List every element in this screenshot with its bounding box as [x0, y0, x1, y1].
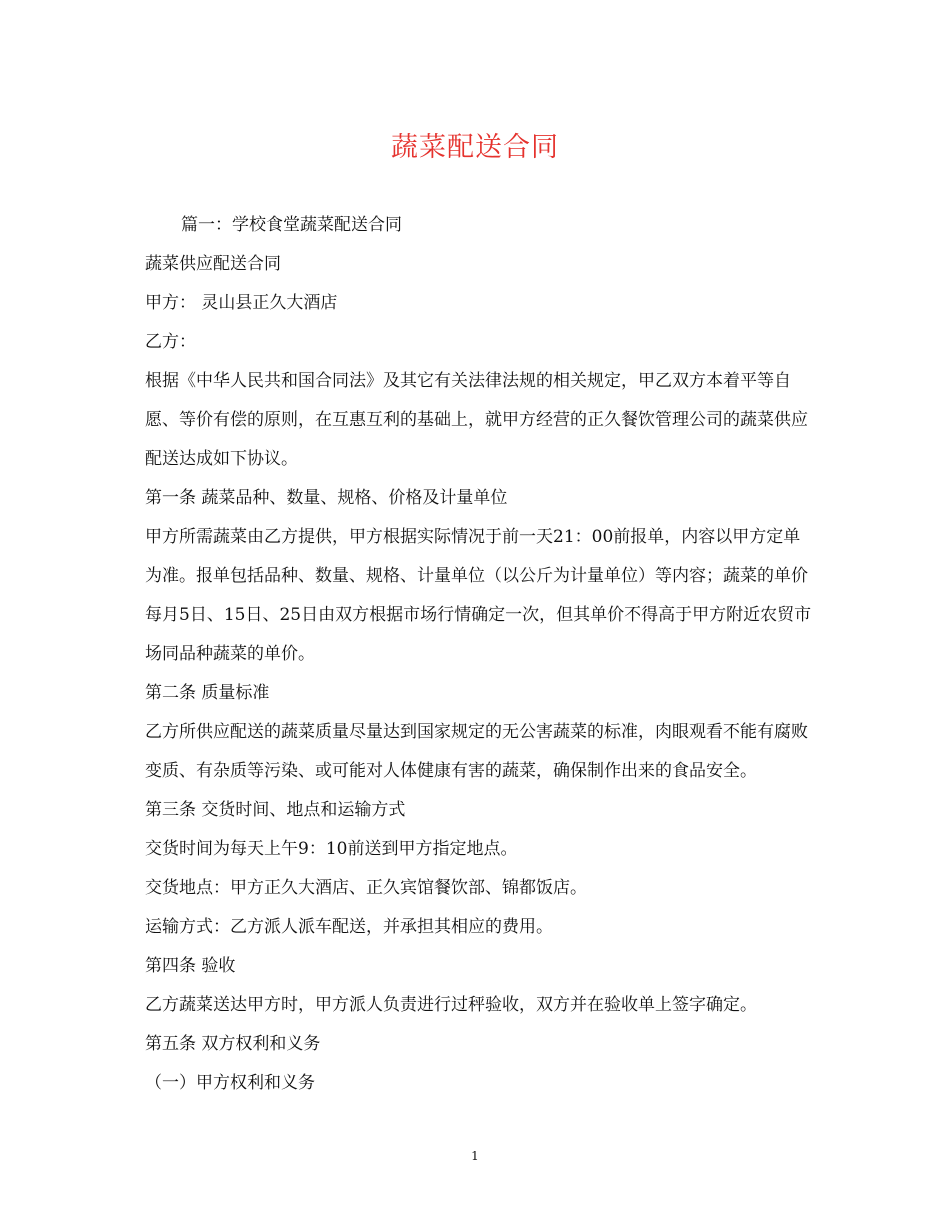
party-a-line: 甲方： 灵山县正久大酒店: [145, 293, 338, 313]
delivery-time-line: 交货时间为每天上午9：10前送到甲方指定地点。: [145, 839, 518, 859]
page-number: 1: [471, 1149, 479, 1163]
article-2-heading: 第二条 质量标准: [145, 683, 270, 703]
article-3-heading: 第三条 交货时间、地点和运输方式: [145, 800, 406, 820]
article-1-paragraph: 甲方所需蔬菜由乙方提供，甲方根据实际情况于前一天21：00前报单，内容以甲方定单为准。报单包括品种、数量、规格、计量单位（以公斤为计量单位）等内容；蔬菜的单价每月5日、15日、25日由双方根据市场行情确定一次，但其单价不得高于甲方附近农贸市场同品种蔬菜的单价。: [145, 527, 812, 664]
transport-method-line: 运输方式：乙方派人派车配送，并承担其相应的费用。: [145, 917, 553, 937]
document-title: 蔬菜配送合同: [391, 132, 559, 163]
article-4-paragraph: 乙方蔬菜送达甲方时，甲方派人负责进行过秤验收，双方并在验收单上签字确定。: [145, 995, 757, 1015]
party-a-rights-heading: （一）甲方权利和义务: [145, 1073, 315, 1093]
party-b-line: 乙方：: [145, 332, 196, 352]
article-1-heading: 第一条 蔬菜品种、数量、规格、价格及计量单位: [145, 488, 508, 508]
section-heading-part-one: 篇一：学校食堂蔬菜配送合同: [181, 215, 402, 235]
contract-name: 蔬菜供应配送合同: [145, 254, 281, 274]
article-4-heading: 第四条 验收: [145, 956, 236, 976]
article-5-heading: 第五条 双方权利和义务: [145, 1034, 321, 1054]
document-body: [145, 206, 815, 1103]
preamble-paragraph: 根据《中华人民共和国合同法》及其它有关法律法规的相关规定，甲乙双方本着平等自愿、等价有偿的原则，在互惠互利的基础上，就甲方经营的正久餐饮管理公司的蔬菜供应配送达成如下协议。: [145, 371, 808, 469]
article-2-paragraph: 乙方所供应配送的蔬菜质量尽量达到国家规定的无公害蔬菜的标准，肉眼观看不能有腐败变质、有杂质等污染、或可能对人体健康有害的蔬菜，确保制作出来的食品安全。: [145, 722, 808, 781]
delivery-location-line: 交货地点：甲方正久大酒店、正久宾馆餐饮部、锦都饭店。: [145, 878, 587, 898]
